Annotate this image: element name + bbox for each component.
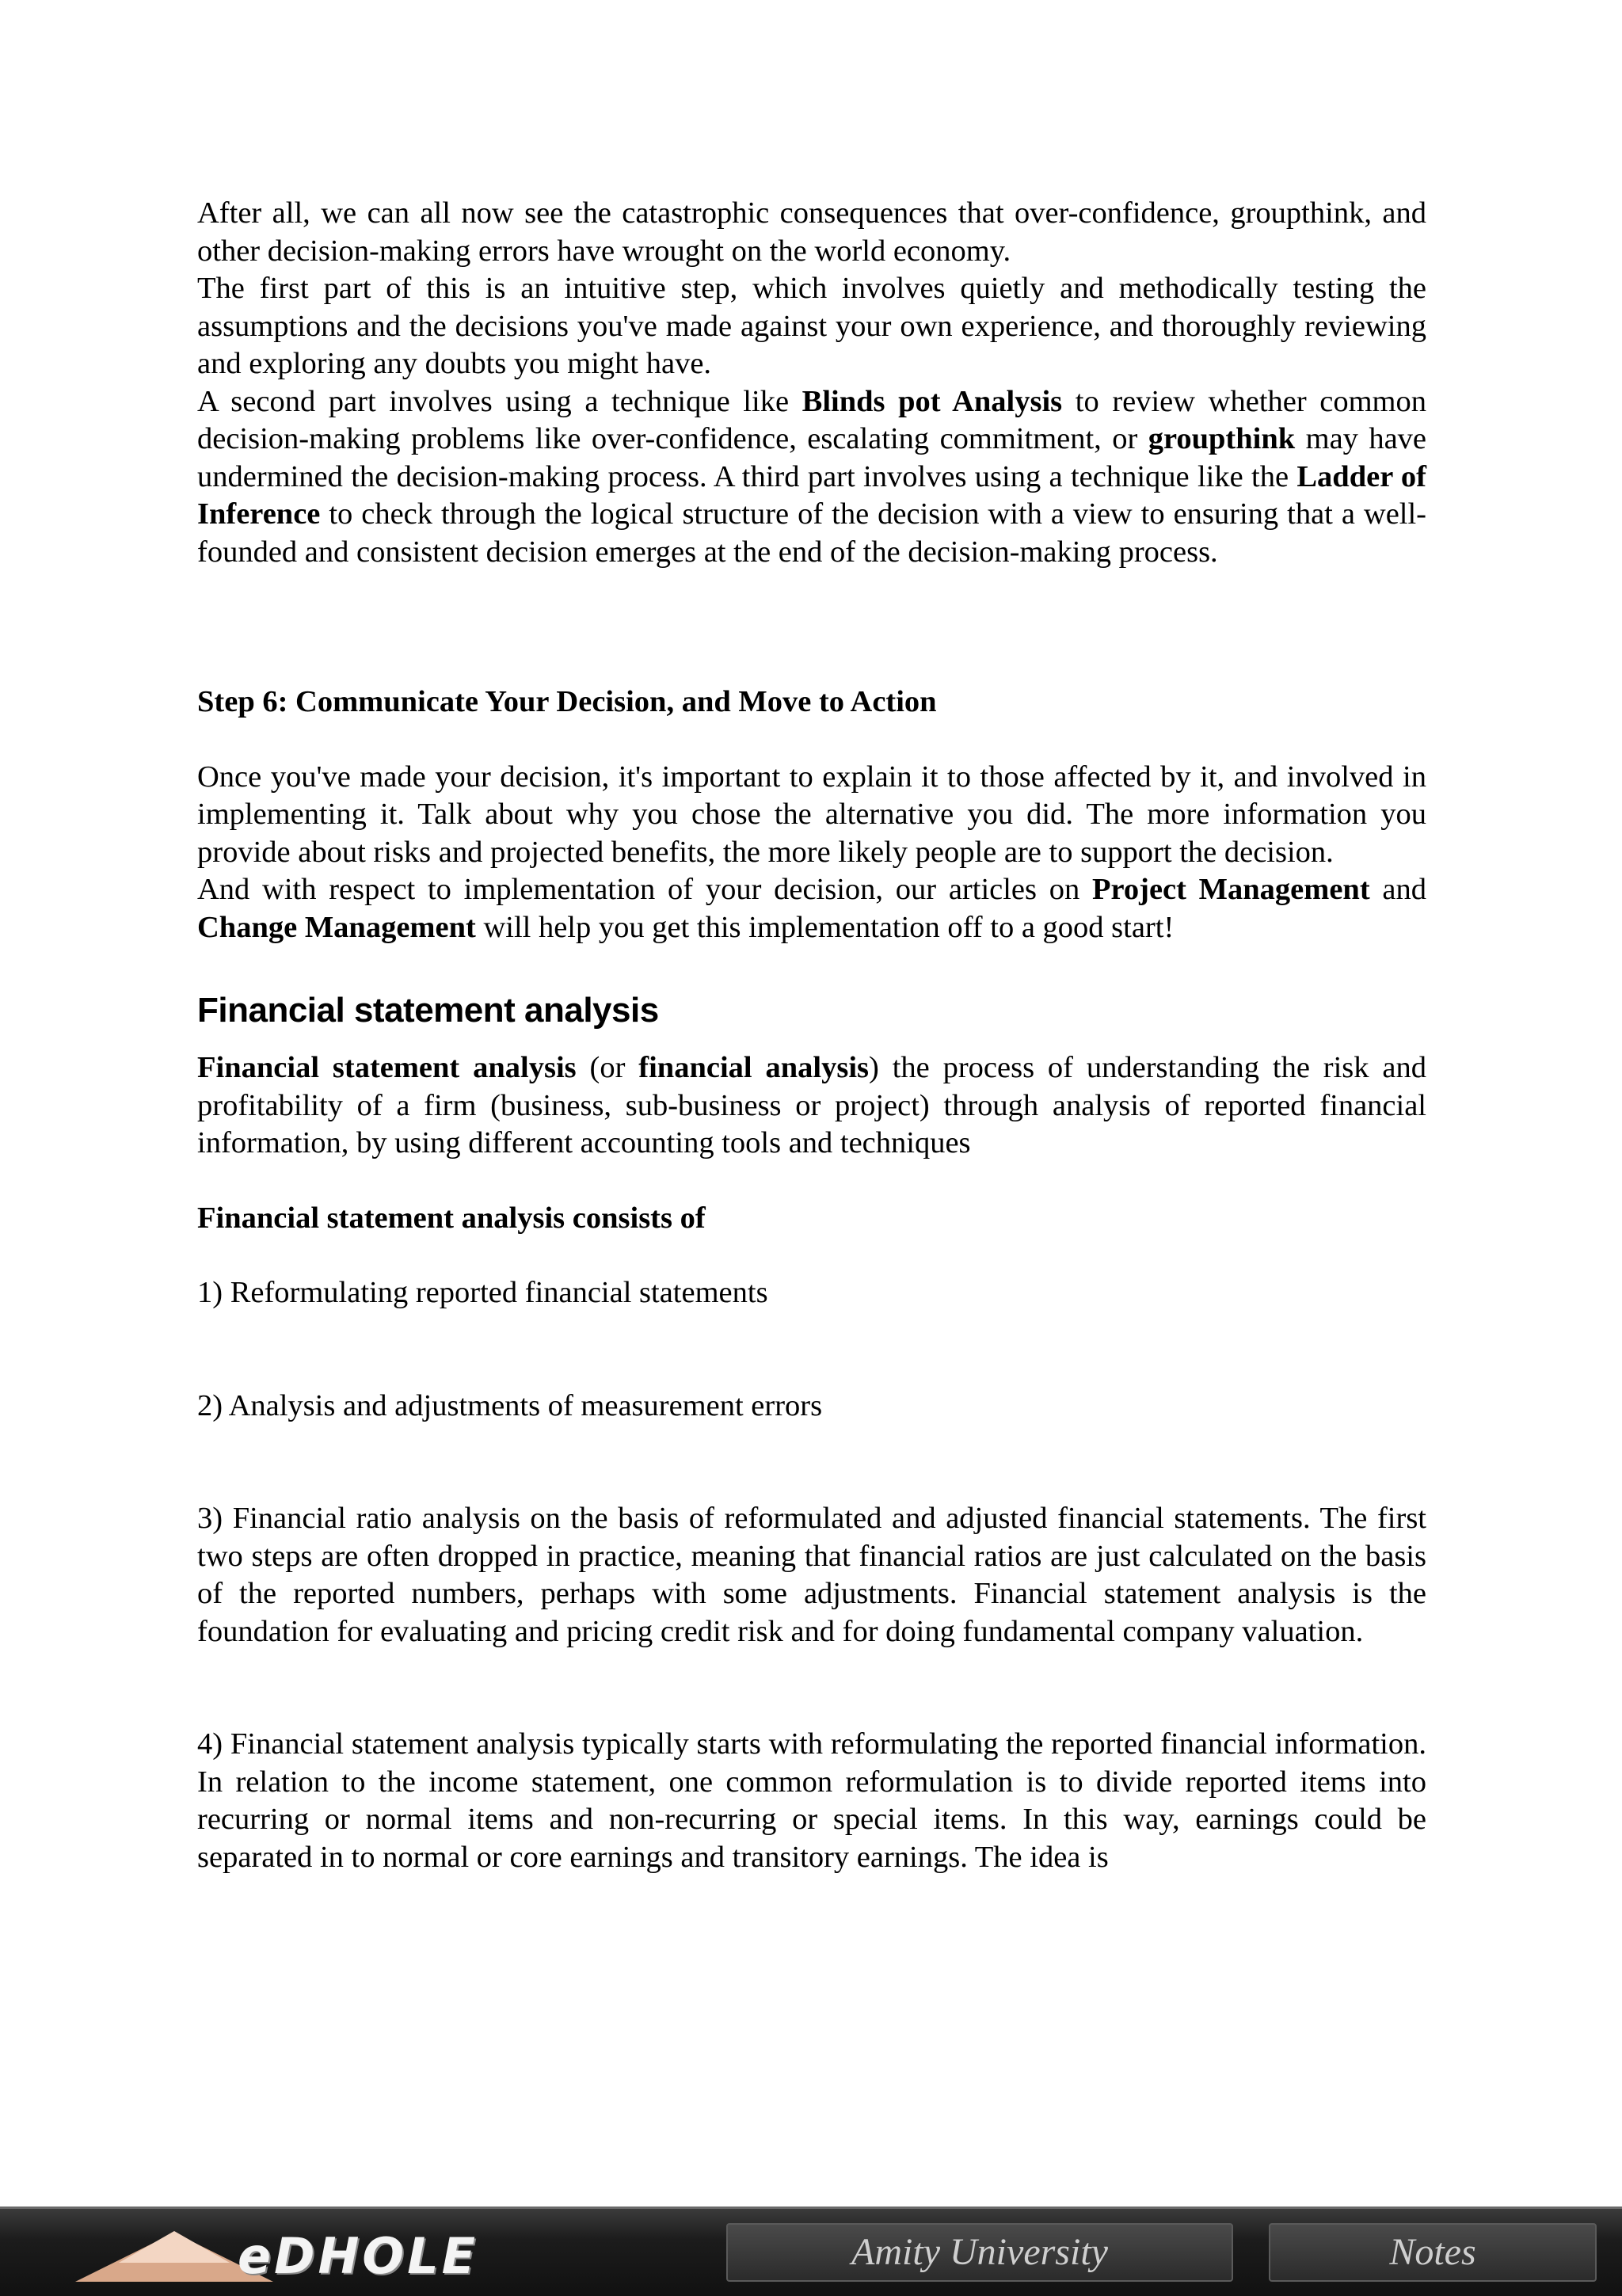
term-financial-analysis: financial analysis xyxy=(638,1051,869,1084)
step6-heading: Step 6: Communicate Your Decision, and Move to Action xyxy=(197,685,937,718)
footer-bar xyxy=(0,2207,1622,2296)
paragraph-communicate: Once you've made your decision, it's important to explain it to those affected by it, and involved in implementing it. Talk about why you chose the alternative you did. The more information you provide about risks and projected benefits, the more likely people are to support the decision. xyxy=(197,760,1426,869)
paragraph-implementation: And with respect to implementation of your decision, our articles on Project Management and Change Management will help you get this implementation off to a good start! xyxy=(197,873,1426,944)
term-project-management: Project Management xyxy=(1091,873,1370,906)
list-item-4: 4) Financial statement analysis typically starts with reformulating the reported financial information. In relation to the income statement, one common reformulation is to divide reported items into recurring or normal items and non-recurring or special items. In this way, earnings could be separated in to normal or core earnings and transitory earnings. The idea is xyxy=(197,1727,1426,1874)
list-item-3: 3) Financial ratio analysis on the basis of reformulated and adjusted financial statements. The first two steps are often dropped in practice, meaning that financial ratios are just calculated on the basis of the reported numbers, perhaps with some adjustments. Financial statement analysis is the foundation for evaluating and pricing credit risk and for doing fundamental company valuation. xyxy=(197,1502,1426,1648)
paragraph-definition: Financial statement analysis (or financial analysis) the process of understanding the risk and profitability of a firm (business, sub-business or project) through analysis of reported financial information, by using different accounting tools and techniques xyxy=(197,1051,1426,1159)
consists-heading: Financial statement analysis consists of xyxy=(197,1201,706,1235)
paragraph-second-part: A second part involves using a technique like Blinds pot Analysis to review whether common decision-making problems like over-confidence, escalating commitment, or groupthink may have undermined the decision-making process. A third part involves using a technique like the Ladder of Inference to check through the logical structure of the decision with a view to ensuring that a well-founded and consistent decision emerges at the end of the decision-making process. xyxy=(197,384,1427,569)
term-change-management: Change Management xyxy=(197,910,476,944)
term-groupthink: groupthink xyxy=(1148,422,1296,455)
paragraph-consequences: After all, we can all now see the catastrophic consequences that over-confidence, groupthink, and other decision-making errors have wrought on the world economy. xyxy=(197,196,1426,268)
term-ladder-of-inference: Ladder of Inference xyxy=(197,459,1426,531)
list-item-2: 2) Analysis and adjustments of measurement errors xyxy=(197,1388,823,1422)
term-financial-statement-analysis: Financial statement analysis xyxy=(197,1051,577,1084)
list-item-1: 1) Reformulating reported financial statements xyxy=(197,1276,768,1309)
notes-tab: Notes xyxy=(1269,2223,1597,2282)
term-blindspot-analysis: Blinds pot Analysis xyxy=(801,384,1063,418)
university-tab: Amity University xyxy=(726,2223,1233,2282)
edhole-logo: eDHOLE xyxy=(238,2227,478,2285)
section-heading: Financial statement analysis xyxy=(197,991,659,1030)
pyramid-highlight-icon xyxy=(119,2231,230,2263)
paragraph-first-part: The first part of this is an intuitive step, which involves quietly and methodically testing the assumptions and the decisions you've made against your own experience, and thoroughly reviewing and exploring any doubts you might have. xyxy=(197,272,1426,380)
document-body xyxy=(197,195,1426,1876)
